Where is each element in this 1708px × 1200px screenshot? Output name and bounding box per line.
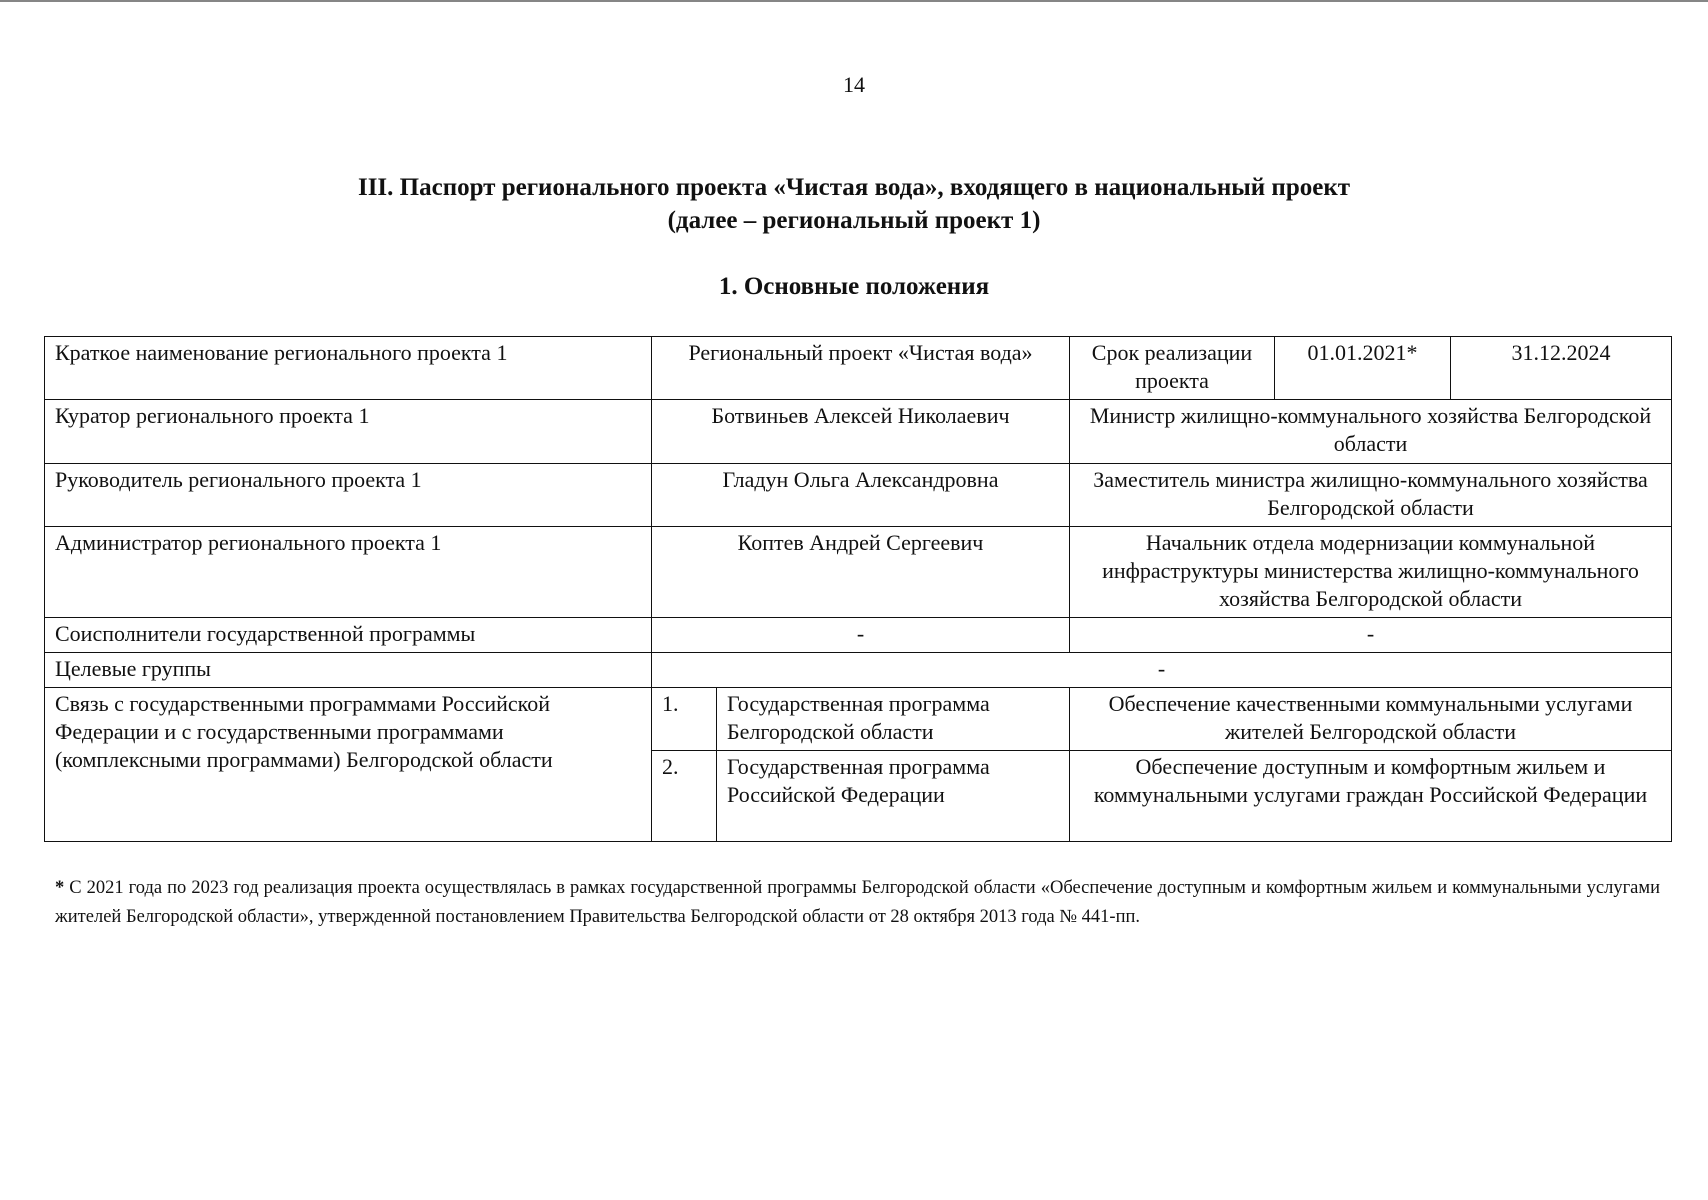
program-type: Государственная программа Российской Федерации (717, 751, 1070, 842)
table-row (45, 337, 1672, 400)
document-title (0, 171, 1708, 237)
top-rule (0, 0, 1708, 2)
table-row (45, 688, 1672, 751)
program-type: Государственная программа Белгородской области (717, 688, 1070, 751)
document-title-line1: III. Паспорт регионального проекта «Чистая вода», входящего в национальный проект (357, 174, 1351, 201)
table-row (45, 400, 1672, 464)
admin-name: Коптев Андрей Сергеевич (652, 527, 1070, 618)
short-name-label: Краткое наименование регионального проекта 1 (45, 337, 652, 400)
table-row (45, 464, 1672, 527)
project-passport-table (44, 336, 1672, 842)
program-name: Обеспечение доступным и комфортным жильем и коммунальными услугами граждан Российской Федерации (1070, 751, 1672, 842)
curator-position: Министр жилищно-коммунального хозяйства Белгородской области (1070, 400, 1672, 464)
curator-name: Ботвиньев Алексей Николаевич (652, 400, 1070, 464)
program-number: 1. (652, 688, 717, 751)
term-label: Срок реализации проекта (1070, 337, 1275, 400)
target-groups-label: Целевые группы (45, 653, 652, 688)
page-number: 14 (843, 72, 865, 97)
short-name-value: Региональный проект «Чистая вода» (652, 337, 1070, 400)
footnote-marker: * (55, 878, 65, 898)
head-name: Гладун Ольга Александровна (652, 464, 1070, 527)
head-label: Руководитель регионального проекта 1 (45, 464, 652, 527)
document-title-line2: (далее – региональный проект 1) (667, 207, 1041, 234)
head-position: Заместитель министра жилищно-коммунального хозяйства Белгородской области (1070, 464, 1672, 527)
program-number: 2. (652, 751, 717, 842)
footnote (55, 874, 1660, 932)
table-row (45, 618, 1672, 653)
curator-label: Куратор регионального проекта 1 (45, 400, 652, 464)
programs-link-label: Связь с государственными программами Российской Федерации и с государственными программами (комплексными программами) Белгородской области (45, 688, 652, 842)
footnote-text: С 2021 года по 2023 год реализация проекта осуществлялась в рамках государственной программы Белгородской области «Обеспечение доступным и комфортным жильем и коммунальными услугами жителей Белгородской области», утвержденной постановлением Правительства Белгородской области от 28 октября 2013 года № 441-пп. (55, 878, 1661, 927)
start-date: 01.01.2021* (1275, 337, 1451, 400)
end-date: 31.12.2024 (1451, 337, 1672, 400)
table-row (45, 527, 1672, 618)
program-name: Обеспечение качественными коммунальными услугами жителей Белгородской области (1070, 688, 1672, 751)
target-groups-value: - (652, 653, 1672, 688)
admin-label: Администратор регионального проекта 1 (45, 527, 652, 618)
coexecutors-value-2: - (1070, 618, 1672, 653)
admin-position: Начальник отдела модернизации коммунальной инфраструктуры министерства жилищно-коммунального хозяйства Белгородской области (1070, 527, 1672, 618)
coexecutors-label: Соисполнители государственной программы (45, 618, 652, 653)
section-title: 1. Основные положения (718, 273, 990, 300)
coexecutors-value: - (652, 618, 1070, 653)
table-row (45, 653, 1672, 688)
